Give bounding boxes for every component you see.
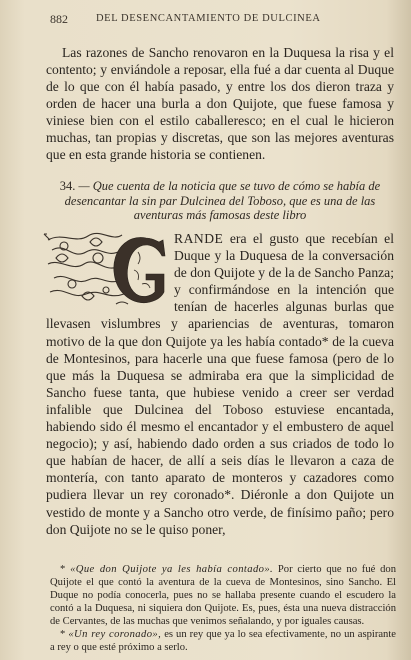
first-word-rest: RANDE — [174, 231, 224, 246]
footnote-quote: «Un rey coronado», — [68, 629, 162, 640]
footnote — [50, 563, 396, 628]
chapter-heading — [46, 179, 394, 223]
footnotes — [50, 563, 396, 654]
footnote-quote: «Que don Quijote ya les había contado». — [70, 564, 274, 575]
main-paragraph-text: era el gusto que recebían el Duque y la Duquesa de la conversación de don Quijote y de la de Sancho Panza; y confirmándose en la intención que tenían de hacerles algunas burlas que llevasen vislumbres y apariencias de aventuras, tomaron motivo de la que don Quijote ya les había contado* de la cueva de Montesinos, para hacerle una que fuese famosa (pero de lo que más la Duquesa se admiraba era que la simplicidad de Sancho fuese tanta, que hubiese venido a creer ser verdad infalible que Dulcinea del Toboso estuviese encantada, habiendo sido él mesmo el encantador y el embustero de aquel negocio); y así, habiendo dado orden a sus criados de todo lo que habían de hacer, de allí a seis días le llevaron a caza de montería, con tanto aparato de monteros y cazadores como pudiera llevar un rey coronado*. Diéronle a don Quijote un vestido de monte y a Sancho otro verde, de finísimo paño; pero don Quijote no se le quiso poner, — [46, 231, 394, 537]
intro-paragraph: Las razones de Sancho renovaron en la Duquesa la risa y el contento; y enviándole a reposar, ella fué a dar cuenta al Duque de lo que con él había pasado, y entre los dos dieron traza y orden de hacer una burla a don Quijote, que fuese famosa y viniese bien con el estilo caballeresco; en el cual le hicieron muchas, tan propias y discretas, que son las mejores aventuras que en esta grande historia se contienen. — [46, 45, 394, 162]
floral-ornament-icon — [42, 230, 170, 308]
chapter-title: — Que cuenta de la noticia que se tuvo de cómo se había de desencantar la sin par Dulcinea del Toboso, que es una de las aventuras más famosas deste libro — [64, 179, 381, 222]
footnote-marker: * — [60, 564, 71, 575]
running-title: DEL DESENCANTAMIENTO DE DULCINEA — [96, 13, 321, 24]
footnote-text: Por cierto que no fué don Quijote el que contó la aventura de la cueva de Montesinos, sino Sancho. El Duque no podía conocerla, pues no se hallaba presente cuando el escudero la contó a la Duquesa, ni siquiera don Quijote. Es, pues, ésta una nueva distracción de Cervantes, de las muchas que venimos señalando, y por iguales causas. — [50, 564, 397, 627]
main-paragraph — [46, 230, 394, 538]
footnote — [50, 628, 396, 654]
page-number: 882 — [50, 12, 68, 26]
ornamental-drop-cap — [42, 230, 170, 308]
footnote-text: es un rey que ya lo sea efectivamente, no un aspirante a rey o que esté próximo a serlo. — [50, 629, 396, 653]
footnote-marker: * — [60, 629, 69, 640]
chapter-number: 34. — [59, 179, 76, 193]
